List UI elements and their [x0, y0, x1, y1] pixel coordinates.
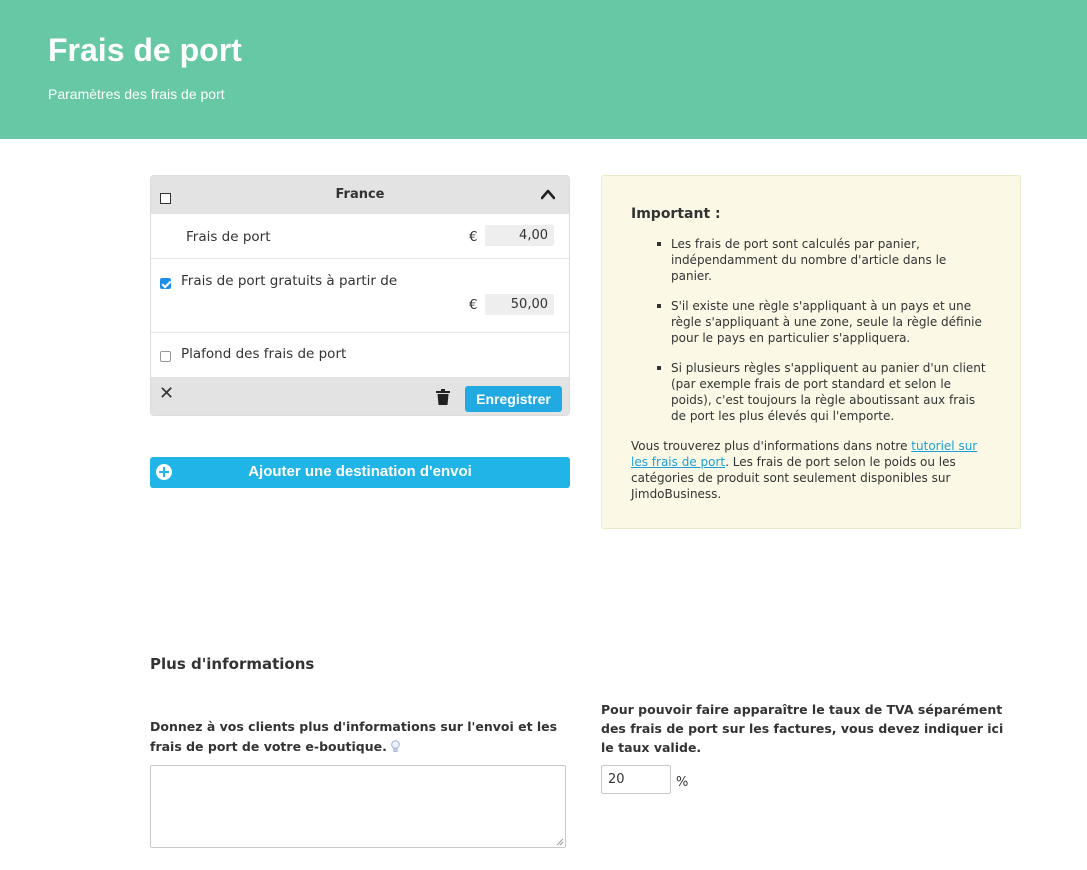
shipping-cost-label: Frais de port — [186, 229, 271, 245]
more-info-description: Donnez à vos clients plus d'informations sur l'envoi et les frais de port de votre e-boutique. — [150, 719, 558, 754]
more-info-title: Plus d'informations — [150, 655, 315, 673]
vat-rate-input[interactable]: 20 — [601, 765, 671, 794]
shipping-cap-checkbox[interactable] — [160, 351, 171, 362]
free-shipping-label[interactable]: Frais de port gratuits à partir de — [181, 273, 398, 289]
free-shipping-row — [151, 259, 569, 333]
page-header — [0, 0, 1087, 139]
page-title: Frais de port — [48, 32, 242, 68]
info-title: Important : — [631, 206, 721, 222]
shipping-info-textarea[interactable] — [150, 765, 566, 848]
lightbulb-icon[interactable] — [391, 740, 400, 753]
info-more-text — [631, 438, 993, 502]
tutorial-link[interactable]: tutoriel sur les frais de port — [631, 439, 978, 469]
destination-panel — [150, 175, 570, 416]
info-more-before: Vous trouverez plus d'informations dans notre — [631, 439, 912, 453]
destination-panel-footer — [151, 377, 569, 415]
info-more-after: . Les frais de port selon le poids ou les catégories de produit sont seulement disponibles sur JimdoBusiness. — [631, 455, 956, 501]
resize-grip-icon[interactable] — [556, 838, 564, 846]
free-shipping-threshold-input[interactable]: 50,00 — [485, 294, 554, 315]
add-destination-label: Ajouter une destination d'envoi — [248, 463, 472, 480]
chevron-up-icon[interactable] — [541, 188, 555, 200]
add-destination-button[interactable] — [150, 457, 570, 488]
trash-icon[interactable] — [436, 389, 450, 405]
info-bullet: S'il existe une règle s'appliquant à un pays et une règle s'appliquant à une zone, seule la règle définie pour le pays en particulier s'appliquera. — [631, 298, 991, 346]
info-bullet-list — [631, 236, 991, 438]
free-shipping-checkbox[interactable] — [160, 278, 171, 289]
destination-panel-header[interactable] — [151, 176, 569, 214]
shipping-cost-input[interactable]: 4,00 — [485, 225, 554, 246]
shipping-cap-label[interactable]: Plafond des frais de port — [181, 346, 347, 362]
shipping-cap-row — [151, 333, 569, 377]
close-icon[interactable]: ✕ — [159, 383, 175, 404]
vat-description: Pour pouvoir faire apparaître le taux de TVA séparément des frais de port sur les factures, vous devez indiquer ici le taux valide. — [601, 702, 1004, 755]
vat-unit: % — [676, 775, 689, 790]
info-bullet: Les frais de port sont calculés par panier, indépendamment du nombre d'article dans le panier. — [631, 236, 991, 284]
shipping-cost-row — [151, 214, 569, 259]
destination-country: France — [335, 187, 385, 202]
page-subtitle: Paramètres des frais de port — [48, 86, 225, 102]
currency-symbol: € — [469, 229, 478, 245]
info-bullet: Si plusieurs règles s'appliquent au panier d'un client (par exemple frais de port standard et selon le poids), c'est toujours la règle aboutissant aux frais de port les plus élevés qui l'emporte. — [631, 360, 991, 424]
currency-symbol: € — [469, 297, 478, 313]
save-button[interactable]: Enregistrer — [465, 386, 562, 412]
important-info-box — [601, 175, 1021, 529]
more-info-description-wrap — [150, 717, 560, 757]
